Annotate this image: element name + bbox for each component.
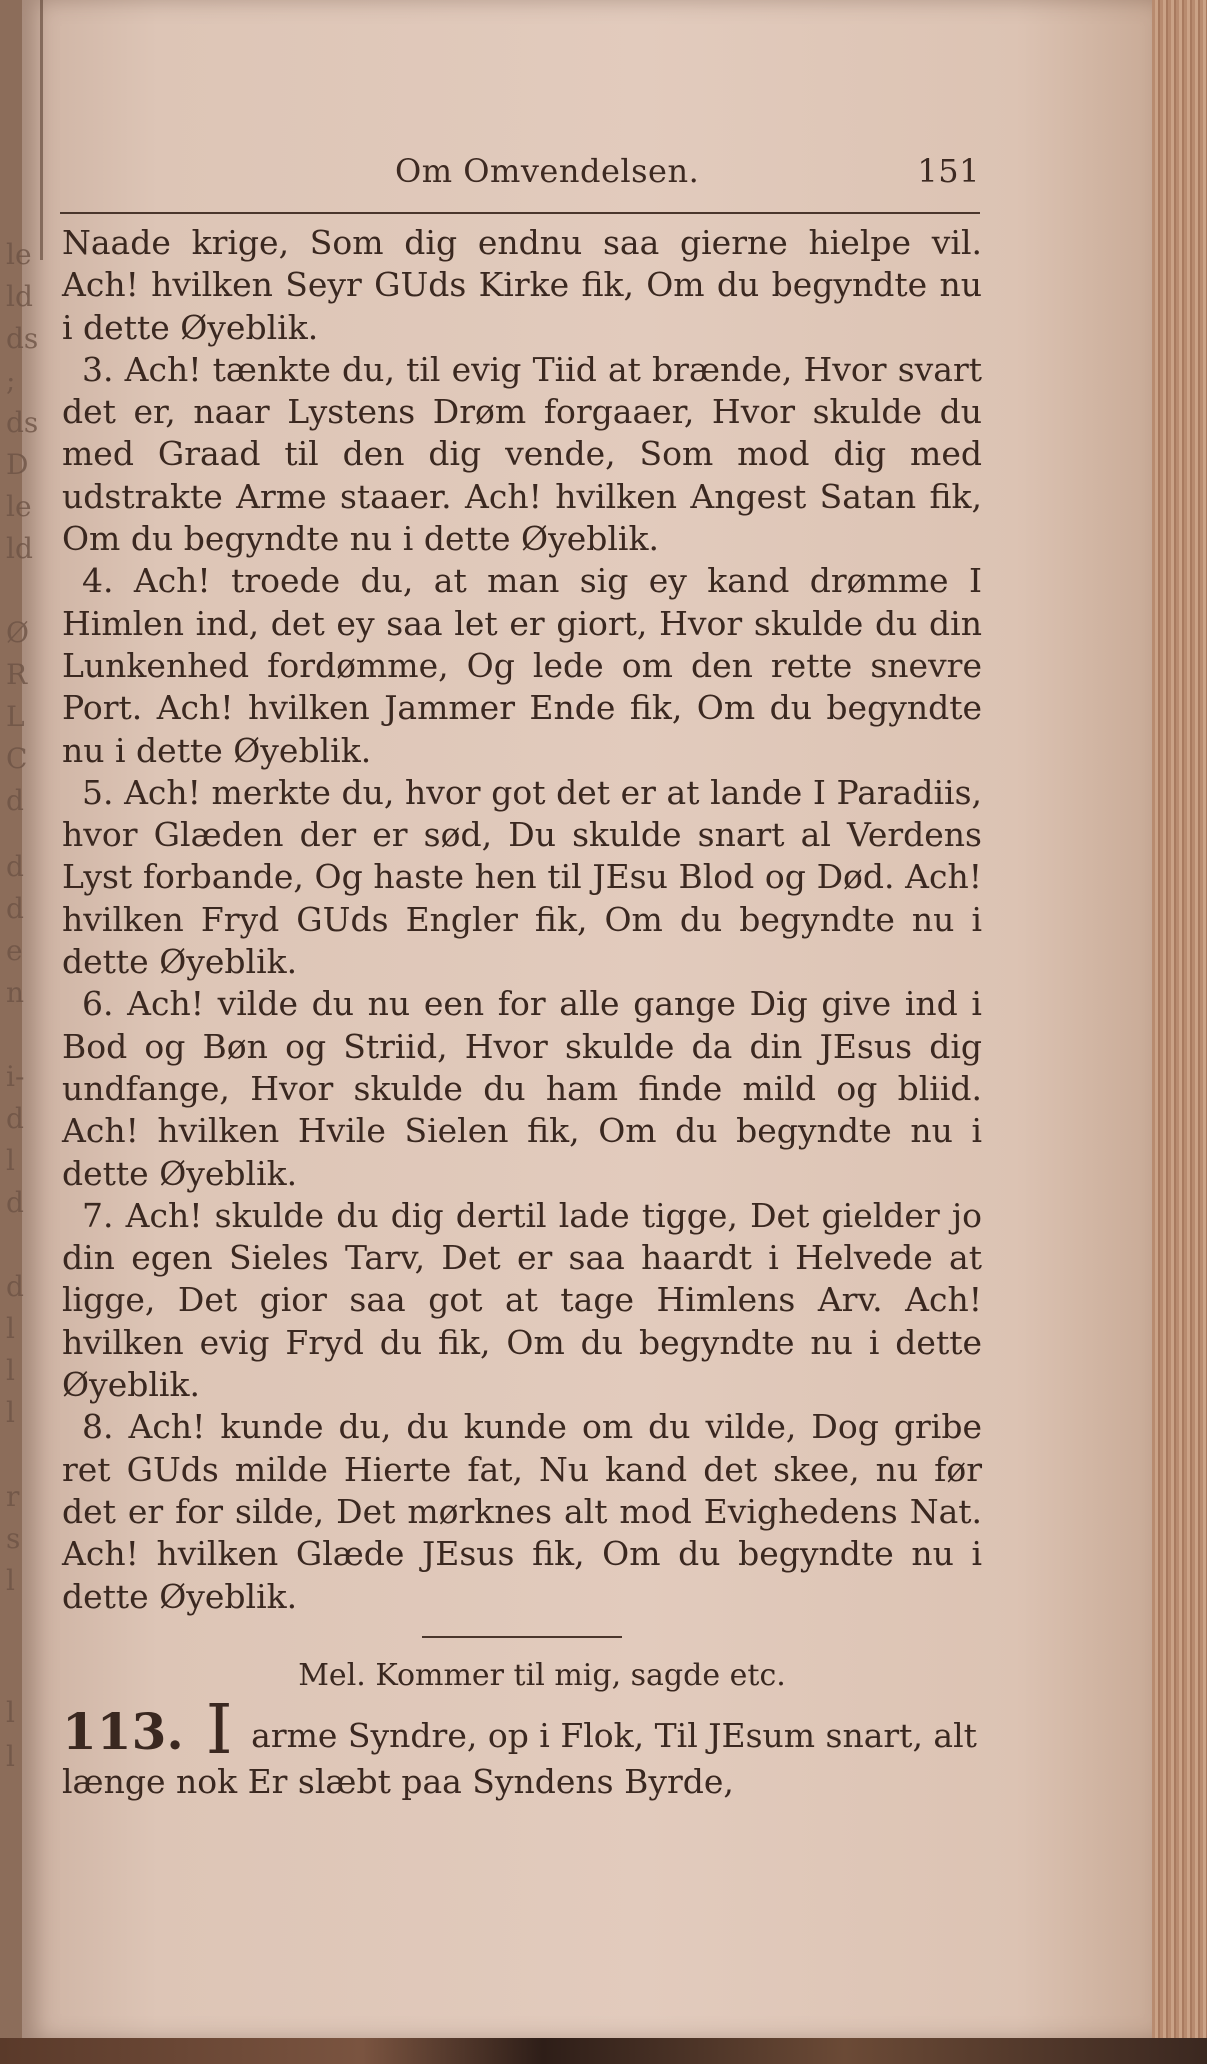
bleed-char: d <box>6 1186 24 1219</box>
stanza-4: 4. Ach! troede du, at man sig ey kand drømme I Himlen ind, det ey saa let er giort, Hvor skulde du din Lunkenhed fordømme, Og lede om den rette snevre Port. Ach! hvilken Jammer Ende fik, Om du begyndte nu i dette Øyeblik. <box>62 561 982 770</box>
bleed-char: le <box>6 490 32 523</box>
stanza-continuation: Naade krige, Som dig endnu saa gierne hielpe vil. Ach! hvilken Seyr GUds Kirke fik, Om du begyndte nu i dette Øyeblik. <box>62 223 982 347</box>
bleed-char: Ø <box>6 616 29 649</box>
bottom-strip <box>0 2038 1207 2064</box>
hymn-number: 113. <box>62 1701 184 1761</box>
bleed-char: R <box>6 658 28 691</box>
drop-initial: I <box>205 1690 233 1770</box>
bleed-char: l <box>6 1354 15 1387</box>
bleed-char: C <box>6 742 28 775</box>
bleed-char: e <box>6 934 23 967</box>
bleed-char: ; <box>6 364 16 397</box>
running-title: Om Omvendelsen. <box>395 152 700 190</box>
bleed-char: D <box>6 448 29 481</box>
bleed-char: i- <box>6 1060 25 1093</box>
bleed-char: ds <box>6 406 39 439</box>
bleed-char: s <box>6 1522 21 1555</box>
bleed-char: d <box>6 784 24 817</box>
bleed-char: l <box>6 1396 15 1429</box>
bleed-char: ds <box>6 322 39 355</box>
page-edge <box>1152 0 1207 2064</box>
stanza-8: 8. Ach! kunde du, du kunde om du vilde, Dog gribe ret GUds milde Hierte fat, Nu kand det skee, nu før det er for silde, Det mørknes alt mod Evighedens Nat. Ach! hvilken Glæde JEsus fik, Om du begyndte nu i dette Øyeblik. <box>62 1407 982 1616</box>
bleed-char: le <box>6 238 32 271</box>
body-text <box>62 222 982 1805</box>
running-header <box>60 152 980 192</box>
bleed-char: n <box>6 976 25 1009</box>
bleed-char: d <box>6 850 24 883</box>
bleed-through-margin <box>0 220 52 1780</box>
bleed-char: l <box>6 1696 15 1729</box>
section-divider <box>422 1636 622 1638</box>
hymn-text: arme Syndre, op i Flok, Til JEsum snart, alt længe nok Er slæbt paa Syndens Byrde, <box>62 1715 977 1801</box>
bleed-char: ld <box>6 280 33 313</box>
bleed-char: d <box>6 1102 24 1135</box>
bleed-char: l <box>6 1740 15 1773</box>
stanza-5: 5. Ach! merkte du, hvor got det er at lande I Paradiis, hvor Glæden der er sød, Du skulde snart al Verdens Lyst forbande, Og haste hen til JEsu Blod og Død. Ach! hvilken Fryd GUds Engler fik, Om du begyndte nu i dette Øyeblik. <box>62 772 982 982</box>
bleed-char: ld <box>6 532 33 565</box>
stanza-6: 6. Ach! vilde du nu een for alle gange Dig give ind i Bod og Bøn og Striid, Hvor skulde da din JEsus dig undfange, Hvor skulde du ham finde mild og bliid. Ach! hvilken Hvile Sielen fik, Om du begyndte nu i dette Øyeblik. <box>62 984 982 1193</box>
bleed-char: d <box>6 892 24 925</box>
page-number: 151 <box>917 152 980 190</box>
stanza-7: 7. Ach! skulde du dig dertil lade tigge, Det gielder jo din egen Sieles Tarv, Det er saa haardt i Helvede at ligge, Det gior saa got at tage Himlens Arv. Ach! hvilken evig Fryd du fik, Om du begyndte nu i dette Øyeblik. <box>62 1195 982 1405</box>
bleed-char: l <box>6 1312 15 1345</box>
melody-line: Mel. Kommer til mig, sagde etc. <box>298 1657 786 1693</box>
bleed-char: L <box>6 700 25 733</box>
header-rule <box>60 212 980 214</box>
bleed-char: d <box>6 1270 24 1303</box>
stanza-3: 3. Ach! tænkte du, til evig Tiid at brænde, Hvor svart det er, naar Lystens Drøm forgaaer, Hvor skulde du med Graad til den dig vende, Som mod dig med udstrakte Arme staaer. Ach! hvilken Angest Satan fik, Om du begyndte nu i dette Øyeblik. <box>62 349 982 559</box>
bleed-char: r <box>6 1480 20 1513</box>
hymn-113 <box>62 1690 982 1805</box>
bleed-char: l <box>6 1564 15 1597</box>
bleed-char: l <box>6 1144 15 1177</box>
